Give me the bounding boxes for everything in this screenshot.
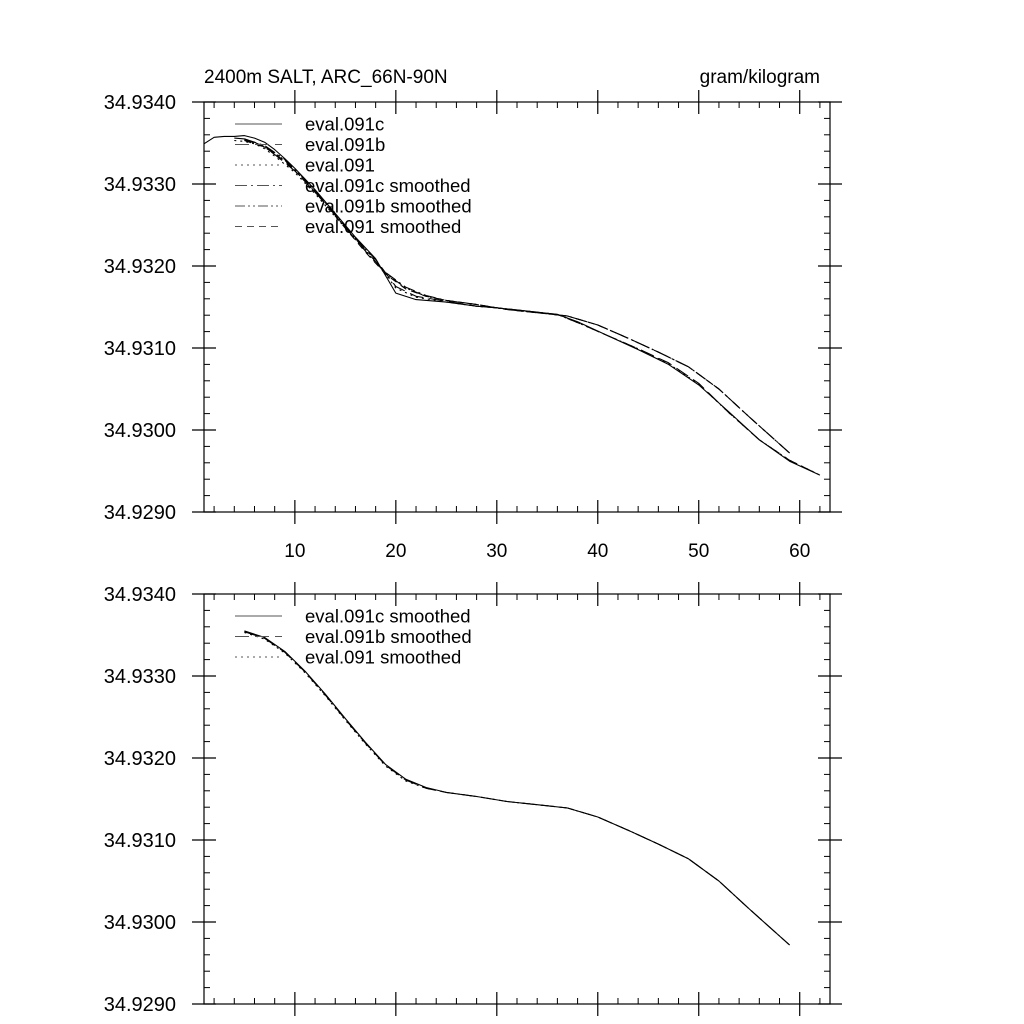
x-tick-label: 50 [688,541,710,562]
legend-label: eval.091 smoothed [305,646,462,668]
y-tick-label: 34.9310 [103,338,176,360]
y-tick-label: 34.9340 [103,584,176,606]
y-tick-label: 34.9320 [103,748,176,770]
y-tick-label: 34.9330 [103,666,176,688]
x-tick-label: 30 [486,541,508,562]
x-tick-label: 60 [789,541,811,562]
legend-label: eval.091c smoothed [305,605,471,627]
legend-label: eval.091b smoothed [305,626,472,647]
series-line-0 [244,631,789,945]
y-tick-label: 34.9290 [103,994,176,1016]
y-tick-label: 34.9300 [103,912,176,934]
plot-frame [204,594,830,1004]
x-tick-label: 10 [284,541,306,562]
y-tick-label: 34.9300 [103,420,176,442]
top-panel [104,67,842,562]
series-line-1 [244,632,789,945]
legend-label: eval.091c smoothed [305,175,471,196]
legend-label: eval.091 [305,154,375,176]
bottom-panel [104,582,842,1016]
legend-label: eval.091c [305,113,385,135]
chart-units: gram/kilogram [699,67,820,88]
y-tick-label: 34.9330 [103,174,176,196]
x-tick-label: 40 [587,541,609,562]
legend-label: eval.091b [305,134,386,155]
x-tick-label: 20 [385,541,407,562]
y-tick-label: 34.9340 [103,92,176,114]
legend-label: eval.091 smoothed [305,216,462,237]
y-tick-label: 34.9310 [103,830,176,852]
series-line-2 [244,633,789,946]
chart-title: 2400m SALT, ARC_66N-90N [204,67,448,88]
plot-frame [204,102,830,512]
series-line-0 [204,136,820,476]
y-tick-label: 34.9290 [103,502,176,524]
y-tick-label: 34.9320 [103,256,176,278]
legend-label: eval.091b smoothed [305,195,472,217]
